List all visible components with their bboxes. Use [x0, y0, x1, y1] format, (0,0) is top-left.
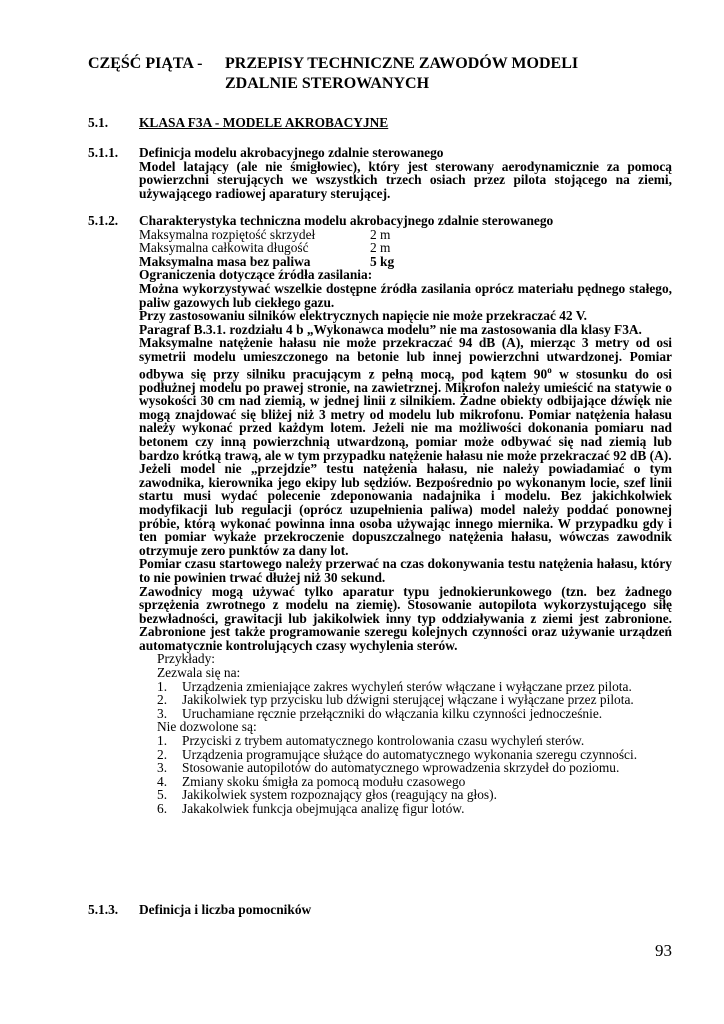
- spec-row: Maksymalna masa bez paliwa 5 kg: [139, 253, 395, 269]
- list-item: 1. Urządzenia zmieniające zakres wychyleń sterów włączane i wyłączane przez pilota.: [157, 678, 632, 694]
- list-item: 6. Jakakolwiek funkcja obejmująca analizę figur lotów.: [157, 801, 465, 816]
- spec-row: Maksymalna rozpiętość skrzydeł 2 m: [139, 226, 391, 242]
- title-line-2: ZDALNIE STEROWANYCH: [225, 75, 430, 92]
- list-item: 4. Zmiany skoku śmigła za pomocą modułu czasowego: [157, 773, 466, 789]
- section-heading: Charakterystyka techniczna modelu akrobacyjnego zdalnie sterowanego: [139, 213, 554, 228]
- paragraph: Przy zastosowaniu silników elektrycznych napięcie nie może przekraczać 42 V.: [139, 308, 588, 324]
- section-number: 5.1.: [88, 115, 109, 130]
- section-heading: Definicja modelu akrobacyjnego zdalnie sterowanego: [139, 145, 444, 160]
- paragraph: Zawodnicy mogą używać tylko aparatur typu jednokierunkowego (tzn. bez żadnego sprzężenia zwrotnego z modelu na ziemię). Stosowanie autopilota wykorzystującego siłę bezwładności, grawitacji lub jakikolwiek inny typ oddziaływania z ziemi jest zabronione. Zabronione jest także programowanie szeregu kolejnych czynności oraz używanie urządzeń automatycznie kontrolujących czasy wychylenia sterów.: [139, 583, 672, 653]
- noise-paragraph: Maksymalne natężenie hałasu nie może przekraczać 94 dB (A), mierząc 3 metry od osi symetrii modelu umieszczonego na betonie lub innej powierzchni utwardzonej. Pomiar odbywa się przy silniku pracującym z pełną mocą, pod kątem 90$^o$ w stosunku do osi podłużnej modelu po prawej stronie, na zawietrznej. Mikrofon należy umieścić na statywie o wysokości 30 cm nad ziemią, w jednej linii z silnikiem. Żadne obiekty odbijające dźwięk nie mogą znajdować się bliżej niż 3 metry od modelu lub mikrofonu. Pomiar natężenia hałasu należy wykonać przed każdym lotem. Jeżeli nie ma możliwości dokonania pomiaru nad betonem czy inną powierzchnią utwardzoną, pomiar może odbywać się nad ziemią lub bardzo krótką trawą, ale w tym przypadku natężenie hałasu nie może przekraczać 92 dB (A).: [139, 335, 672, 463]
- section-number: 5.1.1.: [88, 145, 119, 160]
- spec-row: Maksymalna całkowita długość 2 m: [139, 240, 391, 256]
- allowed-label: Zezwala się na:: [157, 665, 241, 681]
- forbidden-label: Nie dozwolone są:: [157, 719, 257, 735]
- part-label: CZĘŚĆ PIĄTA -: [88, 55, 203, 72]
- title-line-1: PRZEPISY TECHNICZNE ZAWODÓW MODELI: [225, 55, 579, 72]
- examples-label: Przykłady:: [157, 651, 216, 667]
- examples-block: [157, 652, 672, 815]
- section-heading: KLASA F3A - MODELE AKROBACYJNE: [139, 115, 389, 130]
- page-number: 93: [655, 941, 672, 960]
- part-title: [88, 54, 578, 94]
- definition-text: Model latający (ale nie śmigłowiec), który jest sterowany aerodynamicznie za pomocą powierzchni sterujących we wszystkich trzech osiach przez pilota stojącego na ziemi, używającego radiowej aparatury sterującej.: [139, 158, 672, 201]
- paragraph: Paragraf B.3.1. rozdziału 4 b „Wykonawca modelu” nie ma zastosowania dla klasy F3A.: [139, 321, 642, 337]
- paragraph: Ograniczenia dotyczące źródła zasilania:: [139, 267, 373, 283]
- paragraph: Można wykorzystywać wszelkie dostępne źródła zasilania oprócz materiału pędnego stałego, paliw gazowych lub ciekłego gazu.: [139, 280, 672, 310]
- allowed-list: [157, 680, 672, 721]
- list-item: 5. Jakikolwiek system rozpoznający głos (reagujący na głos).: [157, 787, 497, 803]
- section-number: 5.1.2.: [88, 213, 119, 228]
- forbidden-list: [157, 734, 672, 816]
- list-item: 2. Jakikolwiek typ przycisku lub dźwigni sterującej włączane i wyłączane przez pilota.: [157, 692, 634, 708]
- list-item: 2. Urządzenia programujące służące do automatycznego wykonania szeregu czynności.: [157, 746, 638, 762]
- paragraph: Jeżeli model nie „przejdzie” testu natężenia hałasu, nie należy powiadamiać o tym zawodnika, kierownika jego ekipy lub sędziów. Bezpośrednio po wykonanym locie, szef linii startu musi wydać polecenie zdeponowania nadajnika i modelu. Bez jakichkolwiek modyfikacji lub regulacji (oprócz uzupełnienia paliwa) model należy poddać ponownej próbie, którą wykonać powinna inna osoba używając innego miernika. W przypadku gdy i ten pomiar wykaże przekroczenie dopuszczalnego natężenia hałasu, wówczas zawodnik otrzymuje zero punktów za dany lot.: [139, 461, 672, 558]
- section-number: 5.1.3.: [88, 902, 119, 917]
- list-item: 1. Przyciski z trybem automatycznego kontrolowania czasu wychyleń sterów.: [157, 733, 585, 749]
- list-item: 3. Uruchamiane ręcznie przełączniki do włączania kilku czynności jednocześnie.: [157, 705, 603, 721]
- paragraph: Pomiar czasu startowego należy przerwać na czas dokonywania testu natężenia hałasu, który to nie powinien trwać dłużej niż 30 sekund.: [139, 556, 672, 585]
- list-item: 3. Stosowanie autopilotów do automatycznego wprowadzenia skrzydeł do poziomu.: [157, 760, 620, 776]
- section-heading: Definicja i liczba pomocników: [139, 902, 312, 917]
